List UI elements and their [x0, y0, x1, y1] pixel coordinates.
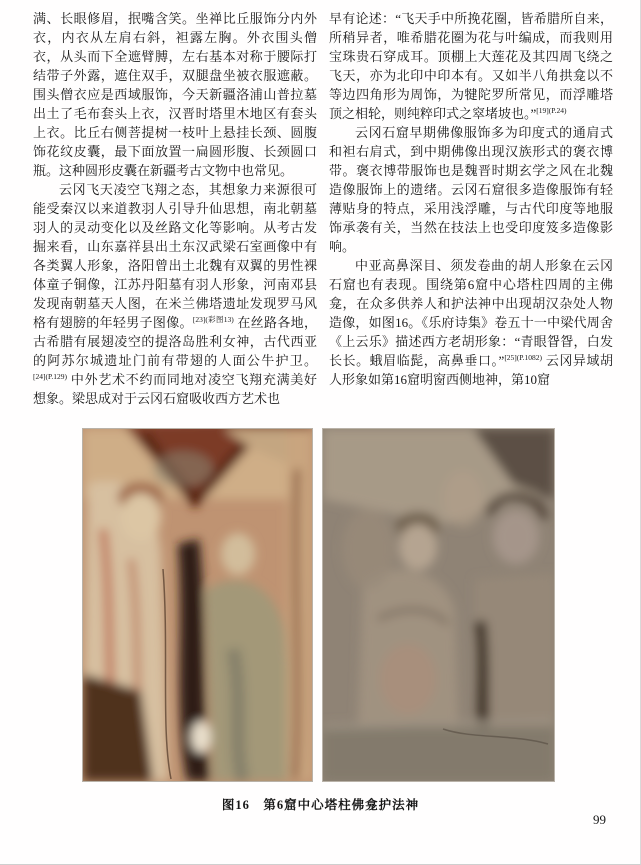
paragraph: 云冈石窟早期佛像服饰多为印度式的通肩式和袒右肩式，到中期佛像出现汉族形式的褒衣博带。褒衣博带服饰也是魏晋时期玄学之风在北魏造像服饰上的遗绪。云冈石窟很多造像服饰有轻薄贴身的特点，采用浅浮雕，与古代印度等地服饰承袭有关，当然在技法上也受印度笈多造像影响。: [329, 125, 613, 254]
figure-row: [82, 428, 555, 782]
paragraph: 中亚高鼻深目、须发卷曲的胡人形象在云冈石窟也有表现。围绕第6窟中心塔柱四周的主佛龛，在众多供养人和护法神中出现胡汉杂处人物造像，如图16。《乐府诗集》卷五十一中梁代周舍《上云乐》描述西方老胡形象：“青眼眢眢，白发长长。蛾眉临髭，高鼻垂口。”$^{[25](P.1082)}$ 云冈异域胡人形象如第16窟明窗西侧地神，第10窟: [329, 258, 613, 387]
paragraph: 云冈飞天凌空飞翔之态，其想象力来源很可能受秦汉以来道教羽人引导升仙思想，南北朝墓羽人的灵动变化以及丝路文化等影响。从考古发掘来看，山东嘉祥县出土东汉武梁石室画像中有各类翼人形象，洛阳曾出土北魏有双翼的男性裸体童子铜像，江苏丹阳墓有羽人形象，河南邓县发现南朝墓天人图，在米兰佛塔遗址发现罗马风格有翅膀的年轻男子图像。$^{[23](彩图13)}$ 在丝路各地，古希腊有展翅凌空的提洛岛胜利女神，古代西亚的阿苏尔城遗址门前有带翅的人面公牛护卫。$^{[24](P.129)}$ 中外艺术不约而同地对凌空飞翔充满美好想象。梁思成对于云冈石窟吸收西方艺术也: [33, 182, 317, 406]
figure-photo-right: [322, 428, 555, 782]
statue-relief-right-illustration: [323, 429, 554, 781]
paragraph: 早有论述：“飞天手中所挽花圈，皆希腊所自来，所稍异者，唯希腊花圈为花与叶编成，而我则用宝珠贵石穿成耳。顶棚上大莲花及其四周飞绕之飞天，亦为北印中印本有。又如半八角拱龛以不等边四角形为周饰，为犍陀罗所常见，而浮雕塔顶之相轮，则纯粹印式之窣堵坡也。”$^{[19](P.24)}$: [329, 11, 613, 121]
citation-ref: [23](彩图13): [192, 315, 234, 324]
citation-ref: [19](P.24): [536, 106, 567, 115]
text-column-right: [329, 9, 613, 408]
page-number: 99: [593, 812, 606, 827]
text-column-left: [33, 9, 317, 408]
body-text: [33, 9, 613, 408]
figure-caption: 图16 第6窟中心塔柱佛龛护法神: [221, 798, 420, 812]
paragraph: 满、长眼修眉，抿嘴含笑。坐禅比丘服饰分内外衣，内衣从左肩右斜，袒露左胸。外衣围头僧衣，从头而下全遮臂膊，左右基本对称于腰际打结带子外露，遮住双手，双腿盘坐被衣服遮蔽。围头僧衣应是西域服饰，今天新疆洛浦山普拉墓出土了毛布套头上衣，汉晋时塔里木地区有套头上衣。比丘右侧菩提树一枝叶上悬挂长颈、圆腹饰花纹皮囊，最下面放置一扁圆形腹、长颈圆口瓶。这种圆形皮囊在新疆考古文物中也常见。: [33, 11, 317, 178]
citation-ref: [25](P.1082): [504, 353, 543, 362]
citation-ref: [24](P.129): [33, 372, 67, 381]
statue-relief-left-illustration: [83, 429, 312, 781]
figure-photo-left: [82, 428, 313, 782]
